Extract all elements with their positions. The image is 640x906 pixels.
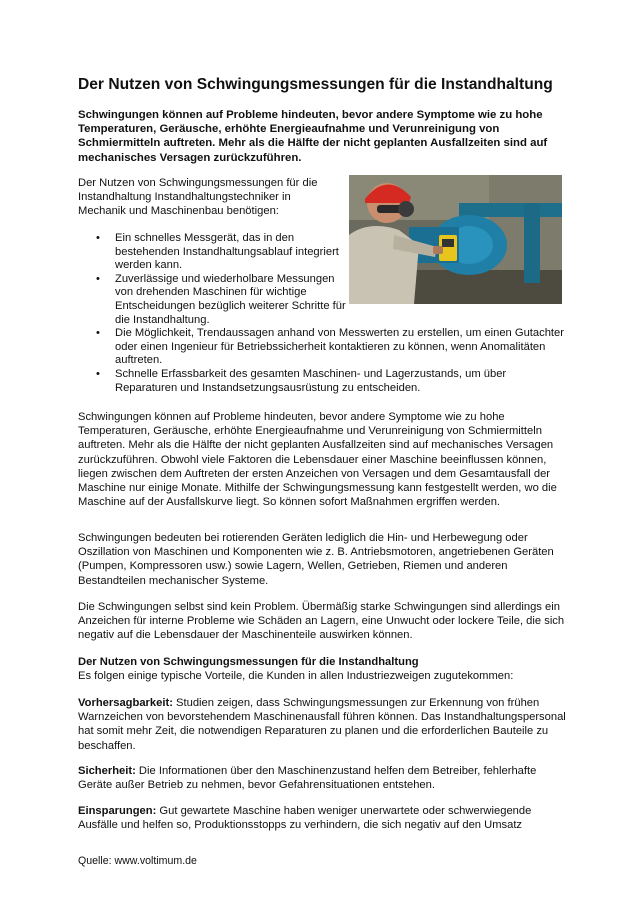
body-paragraph: Schwingungen können auf Probleme hindeuten, bevor andere Symptome wie zu hohe Temperaturen, Geräusche, erhöhte Energieaufnahme und Verunreinigung von Schmiermitteln auftreten. Mehr als die Hälfte der nicht geplanten Ausfallzeiten sind auf mechanisches Versagen zurückzuführen. Obwohl viele Faktoren die Lebensdauer einer Maschine beeinflussen können, liegen zwischen dem Auftreten der ersten Anzeichen von Versagen und dem Gesamtausfall der Maschine nur einige Monate. Mithilfe der Schwingungsmessung kann festgestellt werden, wo die Maschine auf der Ausfallskurve liegt. So können sofort Maßnahmen ergriffen werden. (78, 411, 557, 509)
source-footer: Quelle: www.voltimum.de (78, 855, 197, 867)
intro-paragraph: Der Nutzen von Schwingungsmessungen für die Instandhaltung Instandhaltungstechniker in Mechanik und Maschinenbau benötigen: (78, 177, 318, 217)
bullet-icon: • (96, 232, 100, 244)
benefits-intro (78, 655, 568, 683)
benefit-label: Vorhersagbarkeit: (78, 697, 173, 709)
benefit-text: Die Informationen über den Maschinenzustand helfen dem Betreiber, fehlerhafte Geräte außer Betrieb zu nehmen, bevor Gefahrensituationen entstehen. (78, 765, 537, 792)
list-item-text: Zuverlässige und wiederholbare Messungen von drehenden Maschinen für wichtige Entscheidungen bezüglich weiterer Schritte für die Instandhaltung. (115, 272, 346, 326)
lead-paragraph: Schwingungen können auf Probleme hindeuten, bevor andere Symptome wie zu hohe Temperaturen, Geräusche, erhöhte Energieaufnahme und Verunreinigung von Schmiermitteln auftreten. Mehr als die Hälfte der nicht geplanten Ausfallzeiten sind auf mechanisches Versagen zurückzuführen. (78, 109, 548, 164)
bullet-icon: • (96, 367, 100, 380)
benefit-label: Einsparungen: (78, 805, 157, 817)
bullet-icon: • (96, 272, 100, 285)
benefit-predictability (78, 696, 568, 753)
list-item (78, 327, 568, 368)
list-item (78, 368, 568, 395)
list-item (78, 273, 568, 327)
benefit-safety (78, 764, 568, 792)
requirements-list (78, 232, 568, 395)
benefit-text: Gut gewartete Maschine haben weniger unerwartete oder schwerwiegende Ausfälle und helfen so, Produktionsstopps zu verhindern, die sich negativ auf den Umsatz (78, 805, 532, 832)
bullet-icon: • (96, 327, 100, 340)
list-item-text: Die Möglichkeit, Trendaussagen anhand von Messwerten zu erstellen, um einen Gutachter oder einen Ingenieur für Betriebssicherheit kontaktieren zu können, wenn Anomalitäten auftreten. (115, 327, 564, 367)
benefit-label: Sicherheit: (78, 765, 136, 777)
document-title: Der Nutzen von Schwingungsmessungen für die Instandhaltung (78, 76, 553, 93)
benefit-savings (78, 804, 568, 834)
list-item-text: Ein schnelles Messgerät, das in den bestehenden Instandhaltungsablauf integriert werden kann. (115, 232, 339, 272)
section-heading: Der Nutzen von Schwingungsmessungen für die Instandhaltung (78, 656, 419, 668)
benefit-text: Studien zeigen, dass Schwingungsmessungen zur Erkennung von frühen Warnzeichen von bevorstehendem Maschinenausfall führen können. Das Instandhaltungspersonal hat somit mehr Zeit, die notwendigen Reparaturen zu planen und die erforderlichen Bauteile zu beschaffen. (78, 697, 566, 752)
list-item-text: Schnelle Erfassbarkeit des gesamten Maschinen- und Lagerzustands, um über Reparaturen und Instandsetzungsausrüstung zu entscheiden. (115, 367, 507, 394)
list-item (78, 232, 568, 273)
body-paragraph: Schwingungen bedeuten bei rotierenden Geräten lediglich die Hin- und Herbewegung oder Oszillation von Maschinen und Komponenten wie z. B. Antriebsmotoren, angetriebenen Geräten (Pumpen, Kompressoren usw.) sowie Lagern, Wellen, Getrieben, Riemen und anderen Bestandteilen mechanischer Systeme. (78, 532, 554, 587)
body-paragraph: Die Schwingungen selbst sind kein Problem. Übermäßig starke Schwingungen sind allerdings ein Anzeichen für interne Probleme wie Schäden an Lagern, eine Unwucht oder lockere Teile, die sich negativ auf die Lebensdauer der Maschinenteile auswirken können. (78, 601, 565, 642)
body-paragraph: Es folgen einige typische Vorteile, die Kunden in allen Industriezweigen zugutekommen: (78, 670, 514, 683)
